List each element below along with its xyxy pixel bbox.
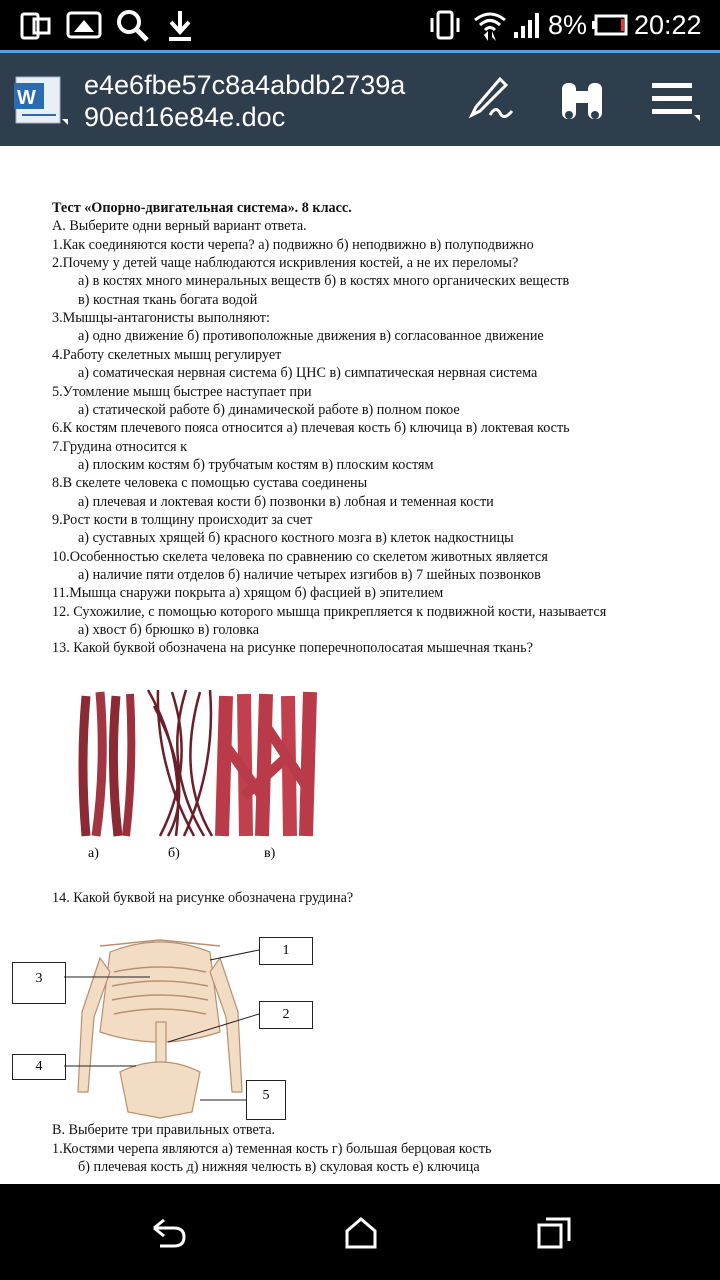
document-title: Тест «Опорно-двигательная система». 8 класс. [52, 200, 352, 216]
document-page [0, 146, 720, 1184]
muscle-label-c: в) [264, 846, 276, 861]
document-line: а) хвост б) брюшко в) головка [78, 622, 260, 639]
document-line: А. Выберите одни верный вариант ответа. [52, 218, 307, 235]
document-line: 11.Мышца снаружи покрыта а) хрящом б) фасцией в) эпителием [52, 585, 444, 602]
document-line: 8.В скелете человека с помощью сустава соединены [52, 475, 368, 492]
filename-line-2: 90ed16e84e.doc [84, 102, 286, 132]
document-toolbar [0, 50, 720, 146]
document-line: 10.Особенностью скелета человека по сравнению со скелетом животных является [52, 548, 548, 565]
question-14: 14. Какой буквой на рисунке обозначена грудина? [52, 890, 354, 906]
document-line: а) наличие пяти отделов б) наличие четырех изгибов в) 7 шейных позвонков [78, 567, 541, 583]
document-line: в) костная ткань богата водой [78, 291, 258, 308]
striated-fibers-a [83, 692, 131, 836]
skeleton-label-1: 1 [259, 937, 313, 965]
skeleton-label-3: 3 [12, 962, 66, 1004]
document-line: 12. Сухожилие, с помощью которого мышца прикрепляется к подвижной кости, называется [52, 603, 607, 620]
status-bar [0, 0, 720, 50]
document-line: а) суставных хрящей б) красного костного мозга в) клеток надкостницы [78, 530, 514, 547]
wifi-icon [472, 8, 508, 42]
document-line: 4.Работу скелетных мышц регулирует [52, 346, 282, 363]
skeleton-label-5: 5 [246, 1080, 286, 1120]
back-icon[interactable] [148, 1216, 188, 1250]
edit-pen-icon[interactable] [466, 75, 516, 127]
document-line: 7.Грудина относится к [52, 438, 187, 455]
document-line: а) плоским костям б) трубчатым костям в) плоским костям [78, 456, 434, 473]
signal-icon [512, 10, 542, 40]
image-icon [66, 10, 102, 40]
part-b-heading: В. Выберите три правильных ответа. [52, 1122, 276, 1138]
document-line: 2.Почему у детей чаще наблюдаются искривления костей, а не их переломы? [52, 255, 519, 272]
document-line: а) статической работе б) динамической работе в) полном покое [78, 401, 460, 418]
document-line: а) одно движение б) противоположные движения в) согласованное движение [78, 328, 544, 345]
document-line: 5.Утомление мышц быстрее наступает при [52, 383, 312, 400]
binoculars-icon[interactable] [558, 75, 606, 127]
muscle-tissue-figure [76, 686, 328, 838]
document-line: б) плечевая кость д) нижняя челюсть в) скуловая кость е) ключица [78, 1159, 480, 1175]
smooth-fibers-b [148, 690, 212, 836]
skeleton-label-2: 2 [259, 1001, 313, 1029]
muscle-label-a: а) [88, 846, 99, 861]
battery-percent: 8% [548, 10, 588, 40]
document-line: 9.Рост кости в толщину происходит за счет [52, 511, 313, 528]
vibrate-icon [428, 10, 462, 40]
muscle-label-b: б) [168, 846, 180, 861]
document-line: 3.Мышцы-антагонисты выполняют: [52, 310, 270, 327]
screen-mirror-icon [20, 10, 52, 40]
filename-line-1: e4e6fbe57c8a4abdb2739a [84, 70, 406, 100]
home-icon[interactable] [344, 1216, 378, 1250]
document-line: а) плечевая и локтевая кости б) позвонки в) лобная и теменная кости [78, 493, 494, 510]
document-line: а) соматическая нервная система б) ЦНС в) симпатическая нервная система [78, 365, 538, 382]
download-icon [165, 8, 195, 42]
cardiac-fibers-c [222, 692, 310, 836]
navigation-bar [0, 1184, 720, 1280]
skeleton-pointer-lines [0, 926, 320, 1126]
clock: 20:22 [634, 10, 702, 40]
document-line: 1.Как соединяются кости черепа? а) подвижно б) неподвижно в) полуподвижно [52, 236, 534, 253]
search-icon [115, 8, 151, 42]
document-line: а) в костях много минеральных веществ б) в костях много органических веществ [78, 273, 570, 290]
document-line: 6.К костям плечевого пояса относится а) плечевая кость б) ключица в) локтевая кость [52, 420, 570, 437]
battery-icon [592, 14, 628, 36]
document-filename [84, 69, 444, 133]
document-line: 1.Костями черепа являются а) теменная кость г) большая берцовая кость [52, 1140, 492, 1157]
recents-icon[interactable] [536, 1216, 572, 1250]
skeleton-label-4: 4 [12, 1054, 66, 1080]
document-line: 13. Какой буквой обозначена на рисунке поперечнополосатая мышечная ткань? [52, 640, 533, 657]
svg-text:W: W [17, 87, 36, 109]
menu-icon[interactable] [650, 77, 700, 125]
word-doc-icon [12, 75, 68, 129]
